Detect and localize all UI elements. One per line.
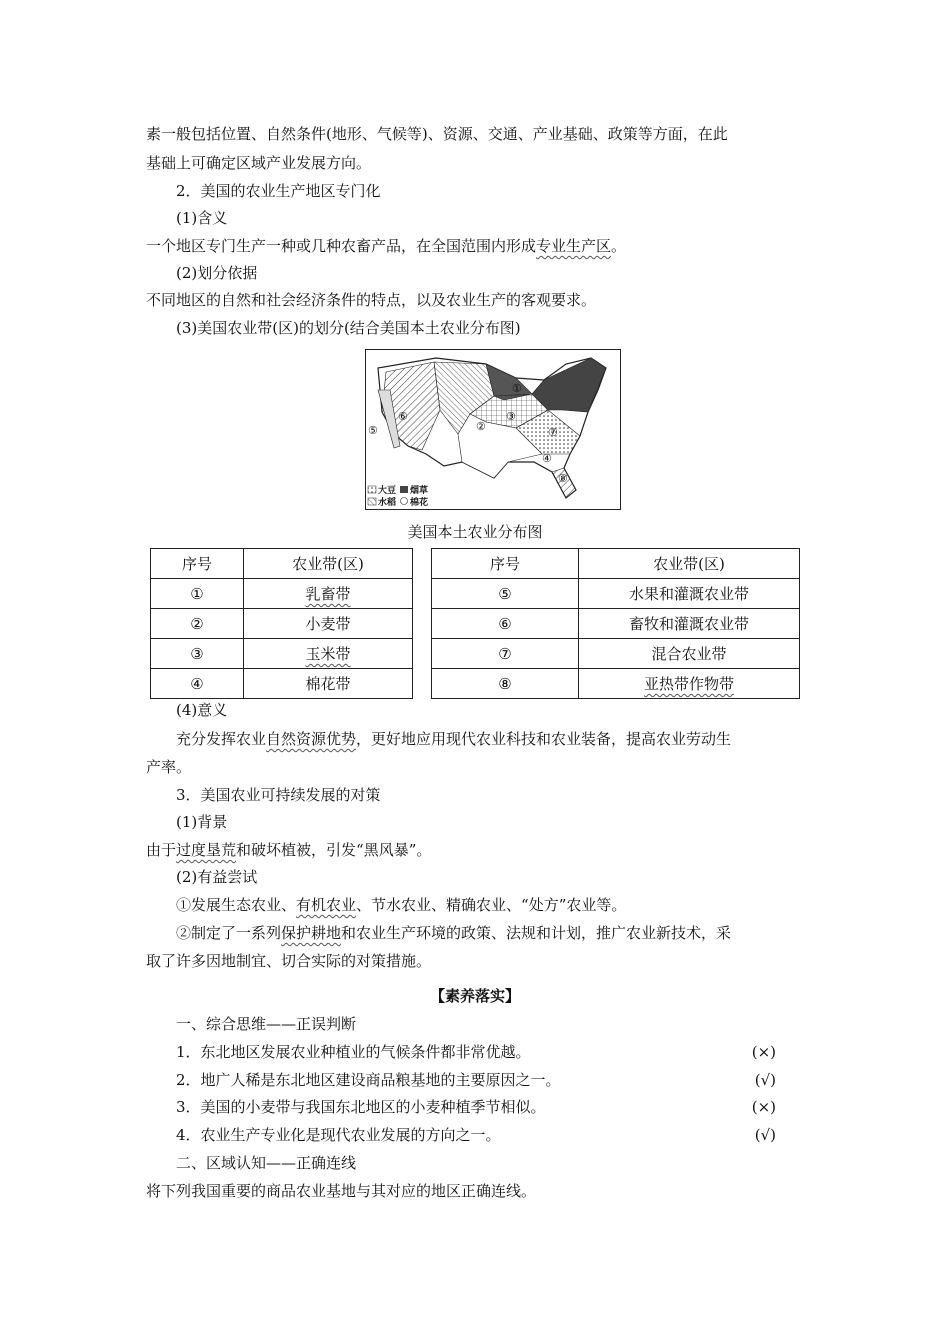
map-caption: 美国本土农业分布图 [407,523,543,541]
intro-line-1: 素一般包括位置、自然条件(地形、气候等)、资源、交通、产业基础、政策等方面，在此 [146,125,728,143]
map-label-3: ③ [506,410,516,423]
map-label-4: ④ [542,452,552,465]
legend-swatch-rice [368,498,376,505]
legend-swatch-tobacco [400,486,408,493]
attempt-heading: (2)有益尝试 [176,868,258,886]
table-gap [413,669,432,699]
meaning-heading: (1)含义 [176,209,228,227]
table-gap [413,549,432,579]
legend-swatch-cotton [401,498,408,505]
table-header: 序号 [432,549,579,579]
table-cell: ⑤ [432,579,579,609]
map-graphic [366,350,620,509]
background-text: 由于过度垦荒和破坏植被，引发“黑风暴”。 [146,841,432,859]
table-cell: 畜牧和灌溉农业带 [579,609,800,639]
legend-swatch-soy [368,486,376,493]
table-cell [244,639,413,669]
judgment-item [176,1097,776,1117]
significance-text: 充分发挥农业自然资源优势，更好地应用现代农业科技和农业装备，提高农业劳动生 [176,730,732,748]
table-cell: ① [151,579,244,609]
table-cell-text: 乳畜带 [305,585,351,603]
agriculture-belt-table [150,548,800,699]
table-cell: ③ [151,639,244,669]
us-agriculture-map [365,349,621,510]
table-cell [579,669,800,699]
judgment-mark: (√) [754,1071,776,1089]
table-cell [244,579,413,609]
table-gap [413,639,432,669]
table-cell-text: 玉米带 [305,645,351,663]
practice-title: 【素养落实】 [429,987,520,1005]
basis-heading: (2)划分依据 [176,264,258,282]
table-header: 农业带(区) [244,549,413,579]
table-cell: 混合农业带 [579,639,800,669]
part1-heading: 一、综合思维——正误判断 [176,1015,357,1033]
background-heading: (1)背景 [176,813,228,831]
significance-heading: (4)意义 [176,701,228,719]
table-cell: 小麦带 [244,609,413,639]
table-header: 序号 [151,549,244,579]
judgment-item [176,1070,776,1090]
legend-tobacco: 烟草 [410,486,429,496]
map-label-2: ② [476,420,486,433]
table-cell: ⑦ [432,639,579,669]
judgment-text: 1．东北地区发展农业种植业的气候条件都非常优越。 [176,1043,531,1061]
table-cell: ⑧ [432,669,579,699]
legend-rice: 水稻 [378,498,397,508]
table-header-row [151,549,800,579]
table-row [151,609,800,639]
part2-heading: 二、区域认知——正确连线 [176,1154,357,1172]
part2-text: 将下列我国重要的商品农业基地与其对应的地区正确连线。 [146,1182,537,1200]
table-cell: ④ [151,669,244,699]
map-label-5: ⑤ [368,424,378,437]
section3-heading: 3．美国农业可持续发展的对策 [176,786,381,804]
significance-line-2: 产率。 [146,758,192,776]
division-heading: (3)美国农业带(区)的划分(结合美国本土农业分布图) [176,319,521,337]
legend-cotton: 棉花 [410,498,429,508]
judgment-mark: (×) [751,1043,776,1061]
table-cell: 水果和灌溉农业带 [579,579,800,609]
table-cell-text: 亚热带作物带 [643,675,734,693]
table-cell: 棉花带 [244,669,413,699]
judgment-mark: (×) [751,1098,776,1116]
attempt-2: ②制定了一系列保护耕地和农业生产环境的政策、法规和计划，推广农业新技术，采 [176,924,732,942]
judgment-text: 4．农业生产专业化是现代农业发展的方向之一。 [176,1126,501,1144]
judgment-item [176,1125,776,1145]
table-row [151,579,800,609]
basis-text: 不同地区的自然和社会经济条件的特点，以及农业生产的客观要求。 [146,291,597,309]
judgment-mark: (√) [754,1126,776,1144]
table-cell: ② [151,609,244,639]
judgment-text: 3．美国的小麦带与我国东北地区的小麦种植季节相似。 [176,1098,546,1116]
judgment-text: 2．地广人稀是东北地区建设商品粮基地的主要原因之一。 [176,1071,561,1089]
table-row [151,669,800,699]
table-gap [413,609,432,639]
attempt-2-line-2: 取了许多因地制宜、切合实际的对策措施。 [146,952,432,970]
section2-heading: 2．美国的农业生产地区专门化 [176,182,381,200]
legend-soy: 大豆 [378,486,397,496]
table-gap [413,579,432,609]
meaning-text: 一个地区专门生产一种或几种农畜产品，在全国范围内形成专业生产区。 [146,237,627,255]
map-label-6: ⑥ [398,410,408,423]
attempt-1: ①发展生态农业、有机农业、节水农业、精确农业、“处方”农业等。 [176,896,627,914]
judgment-item [176,1042,776,1062]
map-label-8: ⑧ [558,472,568,485]
table-row [151,639,800,669]
map-legend [368,484,428,508]
map-label-1: ① [512,382,522,395]
table-header: 农业带(区) [579,549,800,579]
intro-line-2: 基础上可确定区域产业发展方向。 [146,154,372,172]
map-label-7: ⑦ [548,426,558,439]
table-cell: ⑥ [432,609,579,639]
